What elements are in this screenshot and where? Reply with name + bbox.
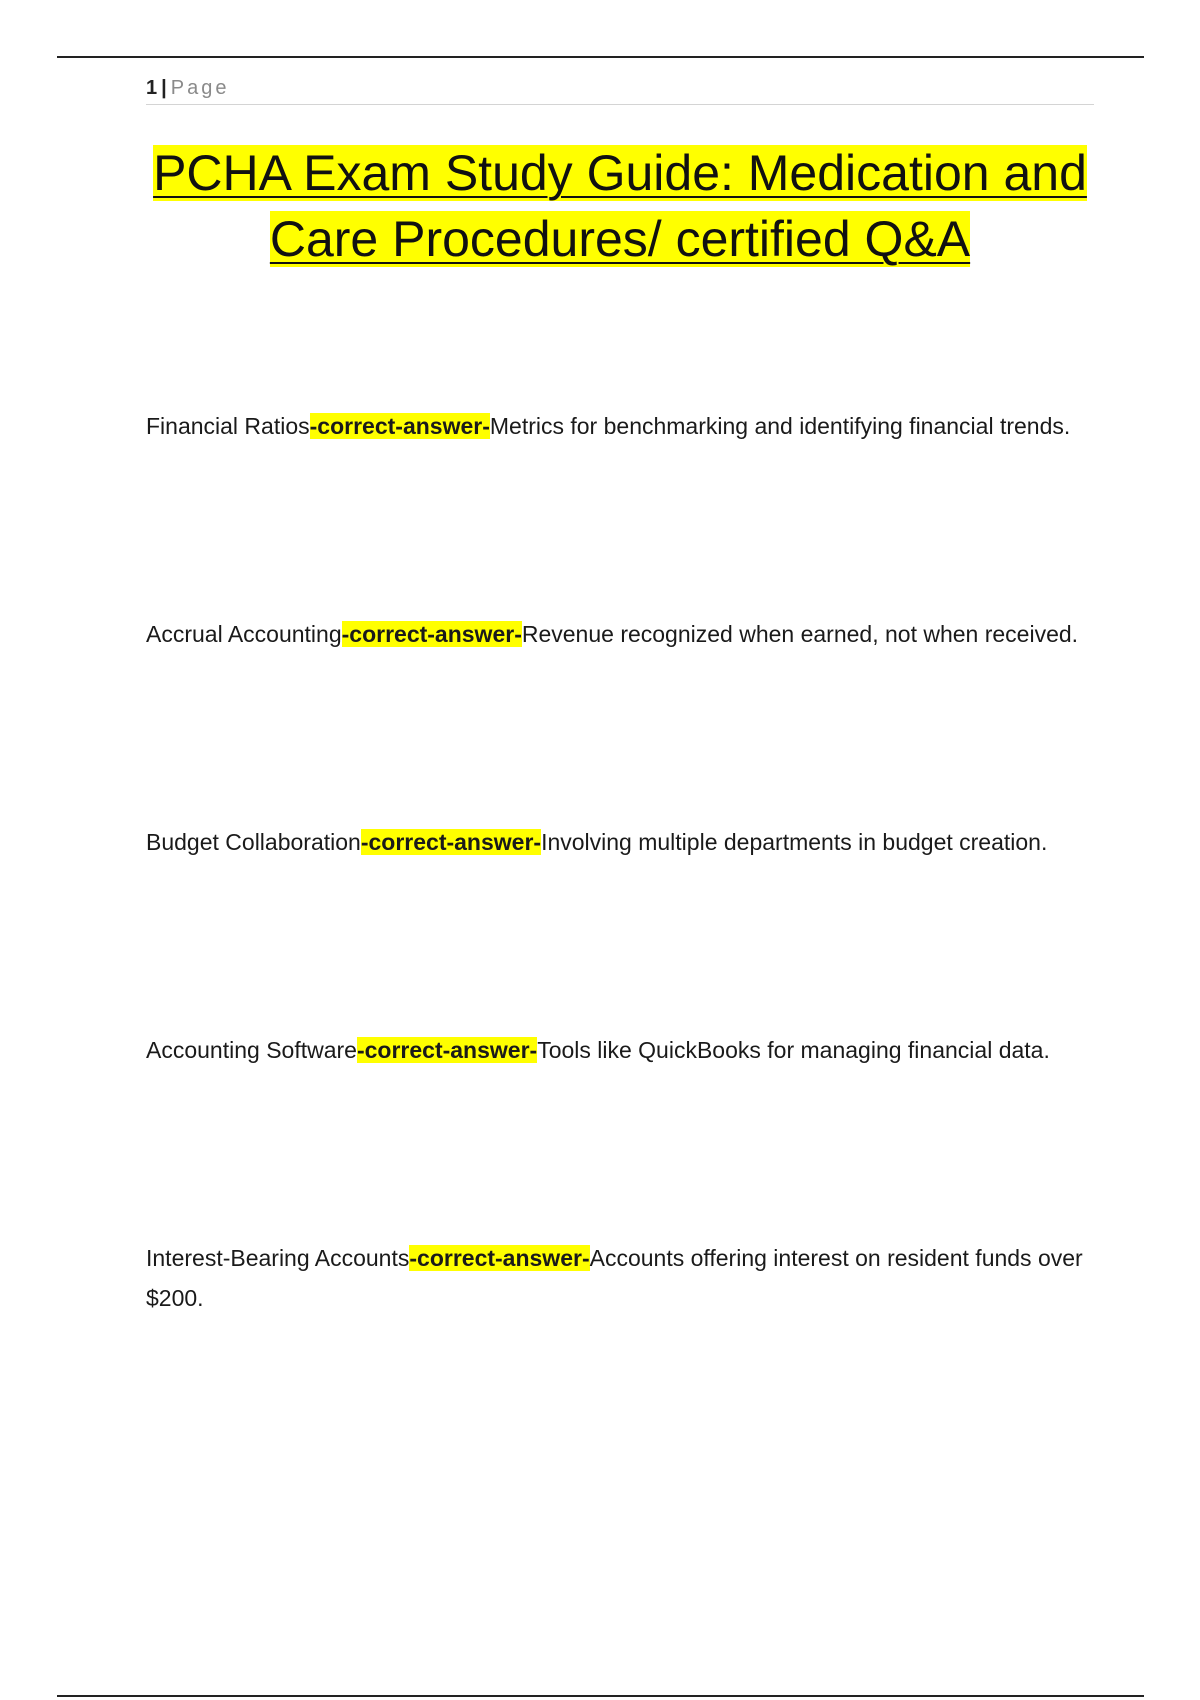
qa-answer: Involving multiple departments in budget creation. [541, 829, 1048, 855]
qa-item-budget-collaboration [146, 822, 1094, 862]
qa-answer: Revenue recognized when earned, not when received. [521, 621, 1079, 647]
document-title [120, 140, 1120, 272]
qa-answer: Metrics for benchmarking and identifying financial trends. [489, 413, 1071, 439]
bottom-rule [57, 1695, 1144, 1697]
page-label: Page [170, 77, 230, 99]
correct-answer-marker: -correct-answer- [409, 1245, 590, 1271]
correct-answer-marker: -correct-answer- [341, 621, 522, 647]
qa-item-accrual-accounting [146, 614, 1094, 654]
qa-answer: Accounts offering interest on resident funds over $200. [146, 1245, 1083, 1311]
qa-term: Financial Ratios [146, 413, 310, 439]
qa-term: Budget Collaboration [146, 829, 361, 855]
qa-item-interest-bearing-accounts [146, 1238, 1094, 1318]
page-number: 1 [146, 77, 158, 99]
page-separator: | [161, 77, 167, 99]
qa-item-financial-ratios [146, 406, 1094, 446]
correct-answer-marker: -correct-answer- [309, 413, 490, 439]
correct-answer-marker: -correct-answer- [360, 829, 542, 855]
title-line-2: Care Procedures/ certified Q&A [269, 211, 971, 267]
qa-term: Interest-Bearing Accounts [146, 1245, 410, 1271]
title-line-1: PCHA Exam Study Guide: Medication and [153, 145, 1087, 201]
qa-answer: Tools like QuickBooks for managing financial data. [537, 1037, 1050, 1063]
qa-item-accounting-software [146, 1030, 1094, 1070]
qa-term: Accounting Software [146, 1037, 357, 1063]
page-header [146, 76, 1094, 105]
top-rule [57, 56, 1144, 58]
qa-term: Accrual Accounting [146, 621, 342, 647]
correct-answer-marker: -correct-answer- [356, 1037, 538, 1063]
